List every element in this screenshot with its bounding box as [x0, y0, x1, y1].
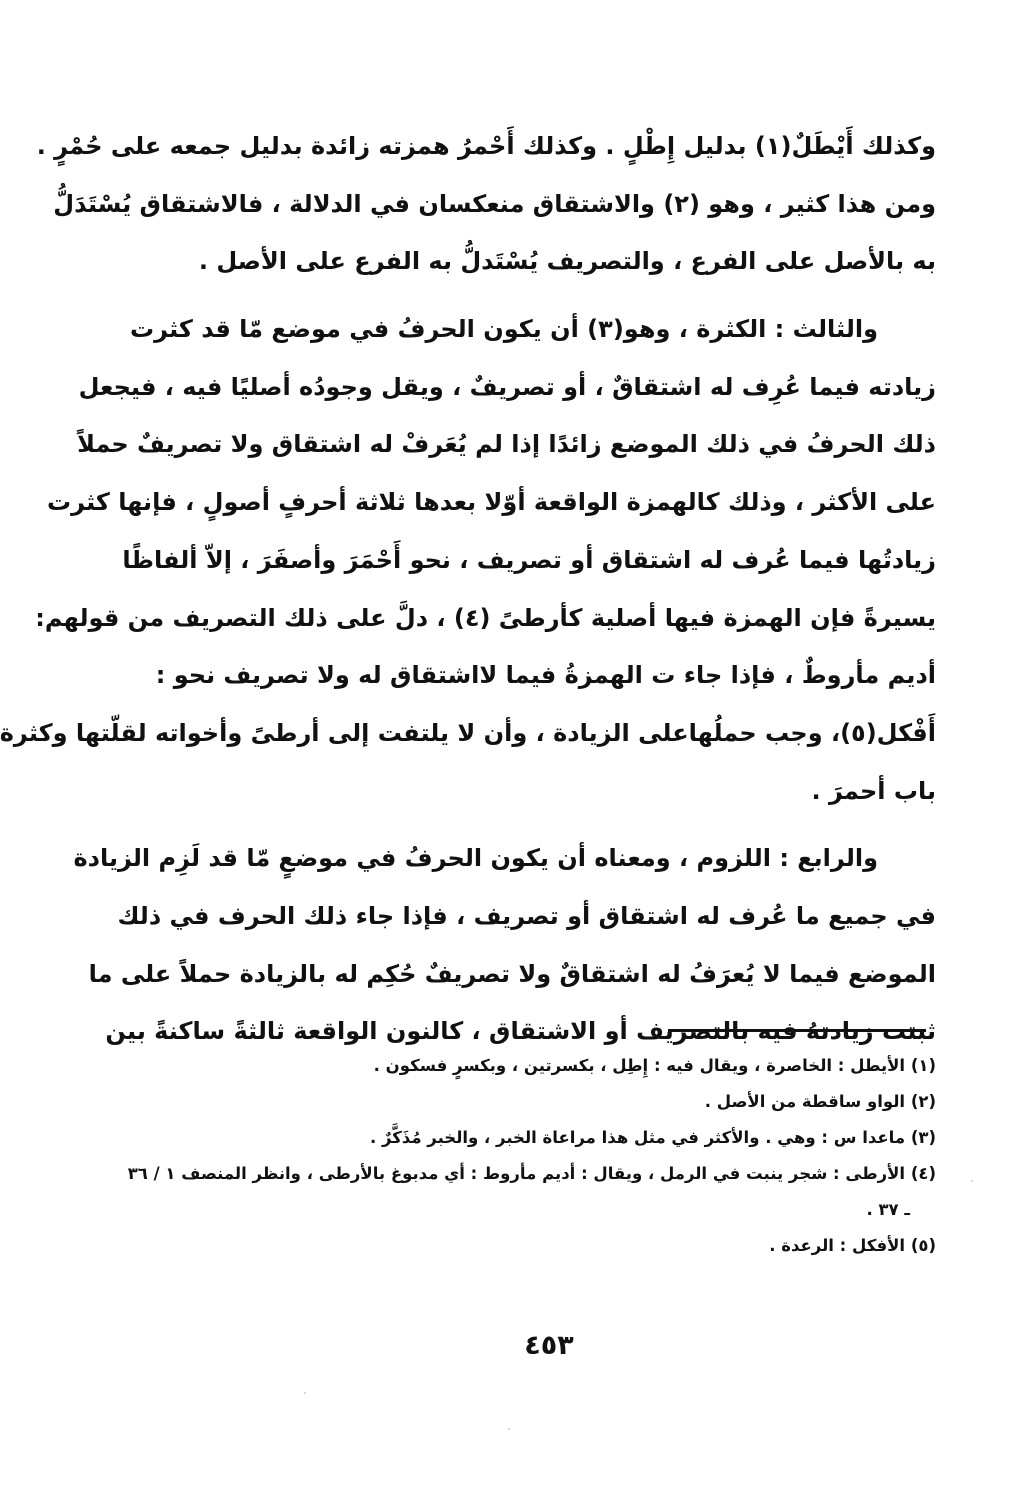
footnote-1: (١) الأيطل : الخاصرة ، ويقال فيه : إِطِل ، بكسرتين ، وبكسرٍ فسكون .: [373, 1056, 936, 1075]
text-line: الموضع فيما لا يُعرَفُ له اشتقاقٌ ولا تصريفٌ حُكِم له بالزيادة حملاً على ما: [88, 959, 936, 988]
text-line: به بالأصل على الفرع ، والتصريف يُسْتَدلُّ به الفرع على الأصل .: [198, 247, 936, 276]
text-line: أديم مأروطٌ ، فإذا جاء ت الهمزةُ فيما لااشتقاق له ولا تصريف نحو :: [155, 661, 936, 690]
text-line: زيادته فيما عُرِف له اشتقاقٌ ، أو تصريفٌ ، ويقل وجودُه أصليًا فيه ، فيجعل: [78, 372, 936, 401]
footnote-3: (٣) ماعدا س : وهي . والأكثر في مثل هذا مراعاة الخبر ، والخبر مُذَكَّرٌ .: [369, 1128, 936, 1147]
footnotes: [127, 1048, 936, 1264]
text-line: على الأكثر ، وذلك كالهمزة الواقعة أوّلا بعدها ثلاثة أحرفٍ أصولٍ ، فإنها كثرت: [47, 488, 936, 517]
footnote-2: (٢) الواو ساقطة من الأصل .: [704, 1092, 936, 1111]
footnote-separator: [668, 1029, 926, 1032]
footnote-4: (٤) الأرطى : شجر ينبت في الرمل ، ويقال : أديم مأروط : أي مدبوغ بالأرطى ، وانظر المنصف ١ / ٣٦: [127, 1164, 936, 1183]
text-line: وكذلك أَيْطَلٌ(١) بدليل إِطْلٍ . وكذلك أَحْمرُ همزته زائدة بدليل جمعه على حُمْرٍ .: [36, 132, 936, 160]
footnote-5: (٥) الأفكل : الرعدة .: [769, 1236, 936, 1255]
scan-speck: [508, 1428, 510, 1430]
page-number: ٤٥٣: [524, 1330, 574, 1361]
text-line: ثبتت زيادتهُ فيه بالتصريف أو الاشتقاق ، كالنون الواقعة ثالثةً ساكنةً بين: [105, 1017, 936, 1046]
paragraph-3: [73, 830, 936, 1061]
text-line: في جميع ما عُرف له اشتقاق أو تصريف ، فإذا جاء ذلك الحرف في ذلك: [117, 901, 936, 930]
text-line: والثالث : الكثرة ، وهو(٣) أن يكون الحرفُ في موضع مّا قد كثرت: [130, 315, 878, 344]
text-line: ذلك الحرفُ في ذلك الموضع زائدًا إذا لم يُعَرفْ له اشتقاق ولا تصريفٌ حملاً: [77, 430, 936, 459]
text-line: باب أحمرَ .: [811, 776, 936, 805]
text-line: والرابع : اللزوم ، ومعناه أن يكون الحرفُ في موضعٍ مّا قد لَزِم الزيادة: [73, 844, 878, 873]
paragraph-1: [36, 118, 936, 291]
text-line: يسيرةً فإن الهمزة فيها أصلية كأرطىً (٤) ، دلَّ على ذلك التصريف من قولهم:: [35, 603, 936, 632]
footnote-4-continuation: ـ ٣٧ .: [866, 1200, 910, 1219]
scan-speck: [304, 1392, 306, 1394]
text-line: ومن هذا كثير ، وهو (٢) والاشتقاق منعكسان في الدلالة ، فالاشتقاق يُسْتَدَلُّ: [53, 189, 936, 218]
main-text: [0, 118, 936, 1061]
scan-speck: [971, 1180, 973, 1182]
text-line: زيادتُها فيما عُرف له اشتقاق أو تصريف ، نحو أَحْمَرَ وأصفَرَ ، إلاّ ألفاظًا: [122, 545, 936, 574]
paragraph-2: [0, 301, 936, 820]
text-line: أَفْكل(٥)، وجب حملُهاعلى الزيادة ، وأن لا يلتفت إلى أرطىً وأخواته لقلّتها وكثرة: [0, 718, 936, 747]
